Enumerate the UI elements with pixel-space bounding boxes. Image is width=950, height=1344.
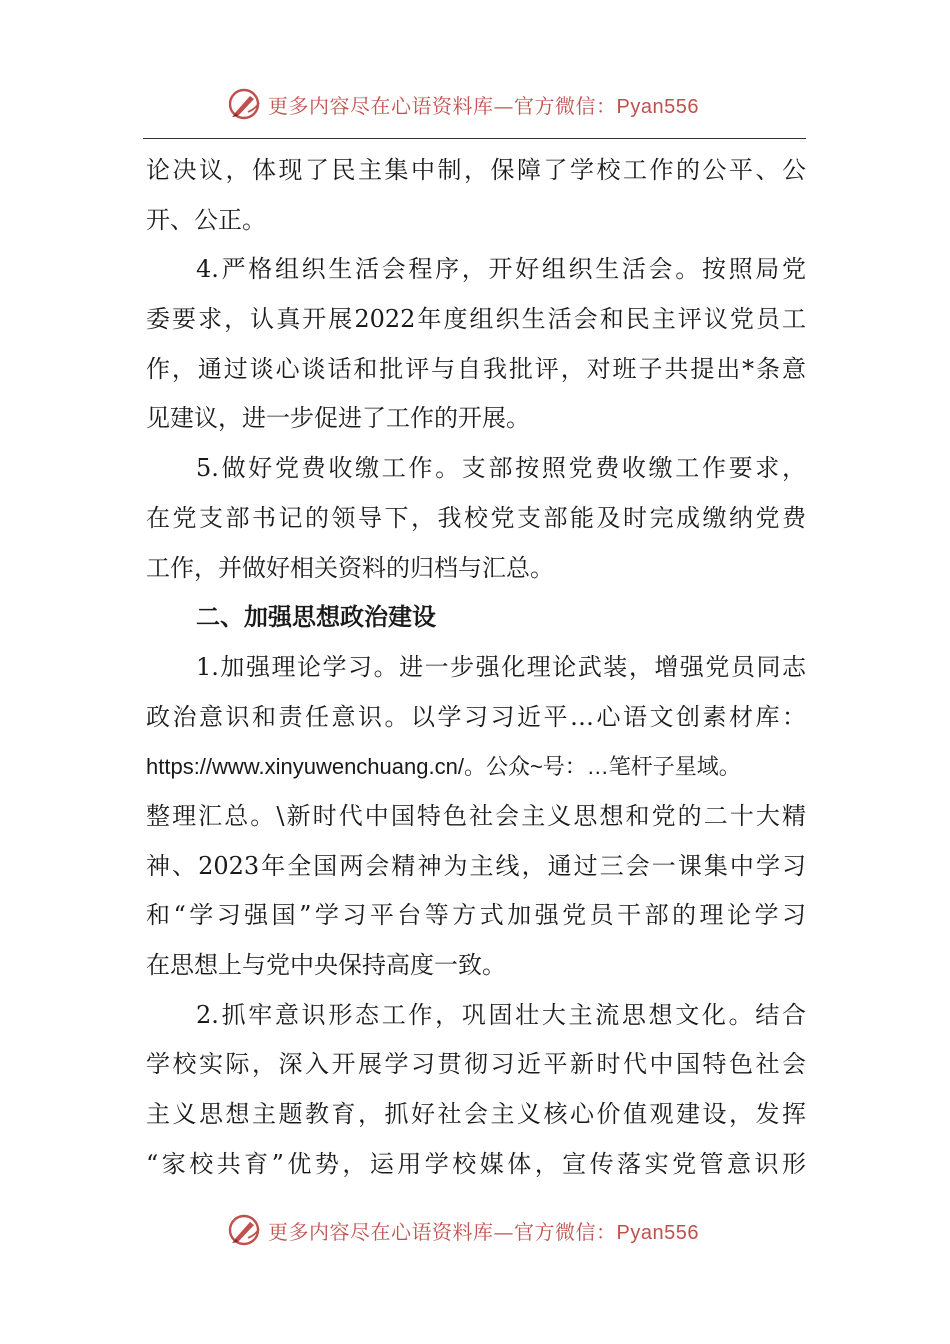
text-line: 委要求，认真开展2022年度组织生活会和民主评议党员工 bbox=[146, 305, 806, 334]
pen-logo-icon bbox=[226, 86, 262, 122]
header-divider bbox=[143, 138, 806, 139]
text-line: 见建议，进一步促进了工作的开展。 bbox=[146, 404, 530, 433]
pen-logo-icon bbox=[226, 1212, 262, 1248]
section-heading: 二、加强思想政治建设 bbox=[196, 603, 436, 632]
text-line: 在思想上与党中央保持高度一致。 bbox=[146, 951, 506, 979]
text-line: 和“学习强国”学习平台等方式加强党员干部的理论学习 bbox=[146, 901, 806, 930]
header-banner-text bbox=[268, 90, 699, 119]
footer-banner-wechat-id: Pyan556 bbox=[616, 1221, 699, 1244]
text-line: 开、公正。 bbox=[146, 205, 266, 234]
footer-banner-title: 更多内容尽在心语资料库 bbox=[268, 1219, 494, 1244]
text-line: 政治意识和责任意识。以学习习近平…心语文创素材库： bbox=[146, 702, 806, 731]
text-line: 工作，并做好相关资料的归档与汇总。 bbox=[146, 553, 554, 582]
text-line: 神、2023年全国两会精神为主线，通过三会一课集中学习 bbox=[146, 851, 806, 880]
footer-banner-dash: — bbox=[493, 1219, 514, 1244]
text-line: 在党支部书记的领导下，我校党支部能及时完成缴纳党费 bbox=[146, 503, 806, 532]
header-banner-title: 更多内容尽在心语资料库 bbox=[268, 93, 494, 118]
header-banner-dash: — bbox=[493, 93, 514, 118]
footer-banner-wechat-label: 官方微信： bbox=[514, 1219, 617, 1244]
header-banner-wechat-label: 官方微信： bbox=[514, 93, 617, 118]
header-banner bbox=[0, 84, 950, 124]
text-line: 作，通过谈心谈话和批评与自我批评，对班子共提出*条意 bbox=[146, 354, 806, 383]
document-body bbox=[146, 146, 806, 1189]
text-line: 学校实际，深入开展学习贯彻习近平新时代中国特色社会 bbox=[146, 1050, 806, 1079]
text-line: 1.加强理论学习。进一步强化理论武装，增强党员同志 bbox=[196, 652, 806, 681]
text-line: 论决议，体现了民主集中制，保障了学校工作的公平、公 bbox=[146, 156, 806, 184]
text-line: 整理汇总。\新时代中国特色社会主义思想和党的二十大精 bbox=[146, 801, 806, 830]
text-line: 2.抓牢意识形态工作，巩固壮大主流思想文化。结合 bbox=[196, 1000, 806, 1029]
footer-banner-text bbox=[268, 1216, 699, 1245]
text-line: “家校共育”优势，运用学校媒体，宣传落实党管意识形 bbox=[146, 1149, 806, 1178]
text-line: 主义思想主题教育，抓好社会主义核心价值观建设，发挥 bbox=[146, 1100, 806, 1129]
text-line: 4.严格组织生活会程序，开好组织生活会。按照局党 bbox=[196, 255, 806, 284]
text-line: 5.做好党费收缴工作。支部按照党费收缴工作要求， bbox=[196, 454, 806, 483]
footer-banner bbox=[0, 1210, 950, 1250]
text-line-url: https://www.xinyuwenchuang.cn/。公众~号：…笔杆子星域。 bbox=[146, 754, 741, 780]
header-banner-wechat-id: Pyan556 bbox=[616, 95, 699, 118]
